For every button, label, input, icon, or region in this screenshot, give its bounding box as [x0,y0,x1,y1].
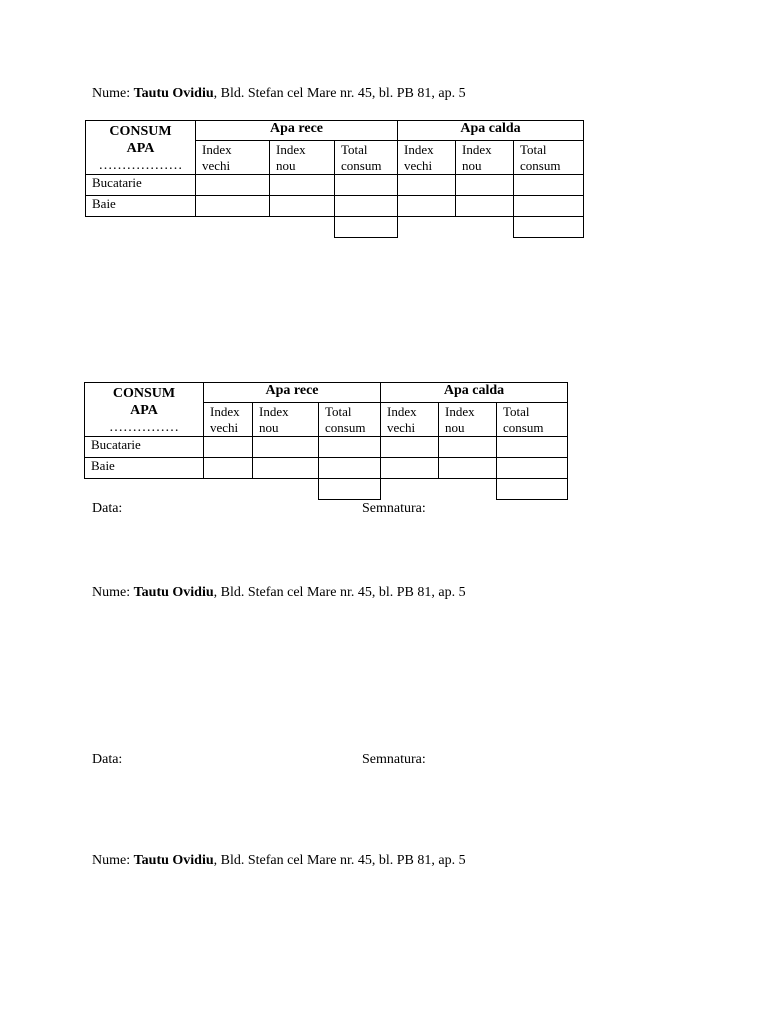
address-text: , Bld. Stefan cel Mare nr. 45, bl. PB 81, ap. 5 [213,86,466,101]
totals-row [86,217,584,238]
col-header-new-index: Index nou [270,141,335,175]
input-cell[interactable] [196,175,270,196]
input-cell[interactable] [439,458,497,479]
table-corner-cell [86,121,196,175]
table-corner-cell [85,383,204,437]
address-text: , Bld. Stefan cel Mare nr. 45, bl. PB 81, ap. 5 [213,853,466,868]
input-cell[interactable] [319,437,381,458]
total-hot-cell[interactable] [497,479,568,500]
input-cell[interactable] [439,437,497,458]
total-hot-cell[interactable] [514,217,584,238]
col-header-total: Total consum [335,141,398,175]
consumption-table-2 [84,382,568,500]
input-cell[interactable] [196,196,270,217]
group-header-cold: Apa rece [204,383,381,403]
totals-row [85,479,568,500]
signature-label: Semnatura: [362,752,426,767]
input-cell[interactable] [270,175,335,196]
input-cell[interactable] [514,175,584,196]
input-cell[interactable] [497,437,568,458]
col-header-old-index: Index vechi [398,141,456,175]
col-header-old-index: Index vechi [196,141,270,175]
row-label-kitchen: Bucatarie [86,175,196,196]
date-label: Data: [92,752,123,767]
table-row [85,458,568,479]
input-cell[interactable] [381,437,439,458]
address-text: , Bld. Stefan cel Mare nr. 45, bl. PB 81, ap. 5 [213,585,466,600]
corner-title-line2: APA [130,403,158,418]
input-cell[interactable] [204,437,253,458]
corner-title-line1: CONSUM [112,386,176,401]
group-header-hot: Apa calda [381,383,568,403]
input-cell[interactable] [253,437,319,458]
input-cell[interactable] [381,458,439,479]
person-name: Tautu Ovidiu [133,853,214,868]
total-cold-cell[interactable] [319,479,381,500]
input-cell[interactable] [335,196,398,217]
col-header-total: Total consum [497,403,568,437]
input-cell[interactable] [319,458,381,479]
col-header-old-index: Index vechi [381,403,439,437]
corner-dots: ……………… [98,158,183,173]
input-cell[interactable] [497,458,568,479]
input-cell[interactable] [398,196,456,217]
date-label: Data: [92,501,123,516]
input-cell[interactable] [456,175,514,196]
group-header-hot: Apa calda [398,121,584,141]
corner-title-line2: APA [126,141,155,156]
person-name: Tautu Ovidiu [133,585,214,600]
consumption-table-1 [85,120,584,238]
row-label-bath: Baie [85,458,204,479]
header-line-3 [92,853,466,869]
input-cell[interactable] [270,196,335,217]
name-label: Nume: [92,86,134,101]
table-row [85,437,568,458]
col-header-new-index: Index nou [439,403,497,437]
input-cell[interactable] [253,458,319,479]
table-row [86,196,584,217]
person-name: Tautu Ovidiu [133,86,214,101]
signature-label: Semnatura: [362,501,426,516]
table-row [86,175,584,196]
row-label-bath: Baie [86,196,196,217]
col-header-total: Total consum [514,141,584,175]
corner-title-line1: CONSUM [109,124,172,139]
input-cell[interactable] [514,196,584,217]
name-label: Nume: [92,585,134,600]
name-label: Nume: [92,853,134,868]
row-label-kitchen: Bucatarie [85,437,204,458]
total-cold-cell[interactable] [335,217,398,238]
input-cell[interactable] [204,458,253,479]
corner-dots: …………… [109,420,179,435]
input-cell[interactable] [335,175,398,196]
input-cell[interactable] [456,196,514,217]
group-header-cold: Apa rece [196,121,398,141]
col-header-total: Total consum [319,403,381,437]
col-header-new-index: Index nou [253,403,319,437]
input-cell[interactable] [398,175,456,196]
header-line-2 [92,585,466,601]
header-line-1 [92,86,466,102]
col-header-old-index: Index vechi [204,403,253,437]
col-header-new-index: Index nou [456,141,514,175]
